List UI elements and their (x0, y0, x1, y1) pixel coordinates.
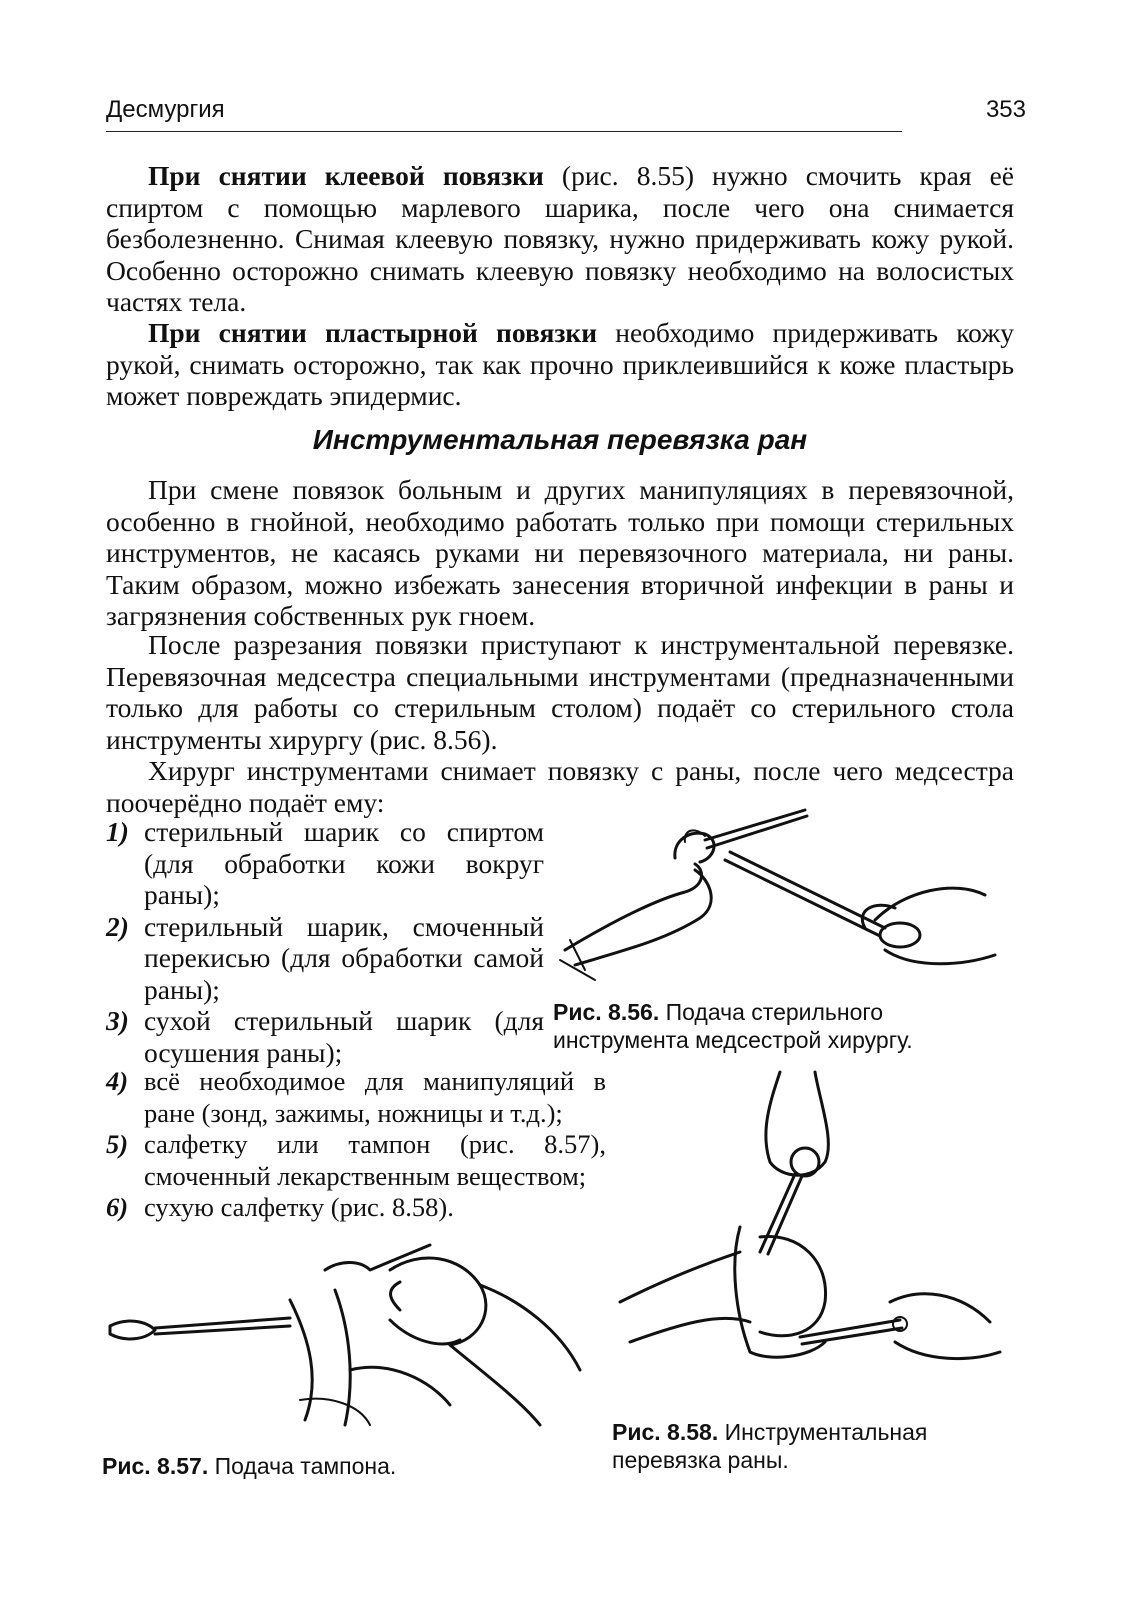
figure-caption-text: Подача стерильного инструмента медсестрой хирургу. (553, 999, 913, 1053)
figure-8-58-caption (612, 1418, 1012, 1474)
list-number: 3) (106, 1005, 129, 1036)
supply-list-part-2 (106, 1066, 606, 1224)
paragraph-surgeon-removes: Хирург инструментами снимает повязку с раны, после чего медсестра поочерёдно подаёт ему: (106, 755, 1014, 818)
wound-dressing-drawing (610, 1062, 1010, 1407)
paragraph-instrument-dressing: После разрезания повязки приступают к инструментальной перевязке. Перевязочная медсестра специальными инструментами (предназначенными только для работы со стерильным столом) подаёт со стерильного стола инструменты хирургу (рис. 8.56). (106, 629, 1014, 755)
tampon-handover-drawing (100, 1230, 610, 1430)
list-number: 6) (106, 1192, 129, 1222)
paragraph-plaster-dressing (106, 317, 1014, 412)
figure-label: Рис. 8.56. (553, 999, 660, 1025)
list-item (106, 816, 544, 911)
figure-caption-text: Инструментальная перевязка раны. (612, 1419, 928, 1473)
list-item (106, 1066, 606, 1129)
list-text: сухой стерильный шарик (для осушения раны); (144, 1005, 544, 1068)
figure-8-57-caption (102, 1452, 522, 1480)
figure-caption-text: Подача тампона. (208, 1453, 397, 1479)
list-item (106, 911, 544, 1006)
instrument-handover-drawing (555, 800, 1015, 990)
paragraph-lead-bold: При снятии клеевой повязки (148, 160, 544, 191)
list-text: стерильный шарик со спиртом (для обработки кожи вокруг раны); (144, 816, 544, 910)
section-heading: Инструментальная перевязка ран (312, 424, 808, 455)
list-number: 5) (106, 1129, 129, 1159)
list-text: салфетку или тампон (рис. 8.57), смоченный лекарственным веществом; (144, 1129, 606, 1191)
list-text: сухую салфетку (рис. 8.58). (144, 1192, 454, 1222)
list-number: 1) (106, 816, 129, 847)
paragraph-lead-bold: При снятии пластырной повязки (148, 317, 598, 348)
page-number: 353 (985, 96, 1026, 123)
paragraph-text: (рис. 8.55) нужно смочить края её спиртом с помощью марлевого шарика, после чего она снимается безболезненно. Снимая клеевую повязку, нужно придерживать кожу рукой. Особенно осторожно снимать клеевую повязку необходимо на волосистых частях тела. (106, 160, 1014, 317)
figure-label: Рис. 8.57. (102, 1453, 209, 1479)
list-item (106, 1192, 606, 1224)
list-item (106, 1129, 606, 1192)
list-item (106, 1005, 544, 1068)
paragraph-sterile-instruments: При смене повязок больным и других манипуляциях в перевязочной, особенно в гнойной, необходимо работать только при помощи стерильных инструментов, не касаясь руками ни перевязочного материала, ни раны. Таким образом, можно избежать занесения вторичной инфекции в раны и загрязнения собственных рук гноем. (106, 474, 1014, 631)
figure-8-56-illustration (555, 800, 1015, 990)
figure-label: Рис. 8.58. (612, 1419, 719, 1445)
header-rule (106, 131, 902, 132)
supply-list-part-1 (106, 816, 544, 1068)
figure-8-58-illustration (610, 1062, 1010, 1407)
running-head-title: Десмургия (106, 96, 225, 123)
figure-8-57-illustration (100, 1230, 610, 1430)
paragraph-text: необходимо придерживать кожу рукой, снимать осторожно, так как прочно приклеившийся к коже пластырь может повреждать эпидермис. (106, 317, 1014, 411)
list-number: 2) (106, 910, 129, 942)
list-text: всё необходимое для манипуляций в ране (зонд, зажимы, ножницы и т.д.); (144, 1066, 606, 1128)
list-text: стерильный шарик, смоченный перекисью (для обработки самой раны); (144, 910, 544, 1005)
list-number: 4) (106, 1066, 129, 1096)
figure-8-56-caption (553, 998, 1018, 1054)
running-head (106, 96, 1026, 136)
paragraph-adhesive-dressing (106, 160, 1014, 318)
